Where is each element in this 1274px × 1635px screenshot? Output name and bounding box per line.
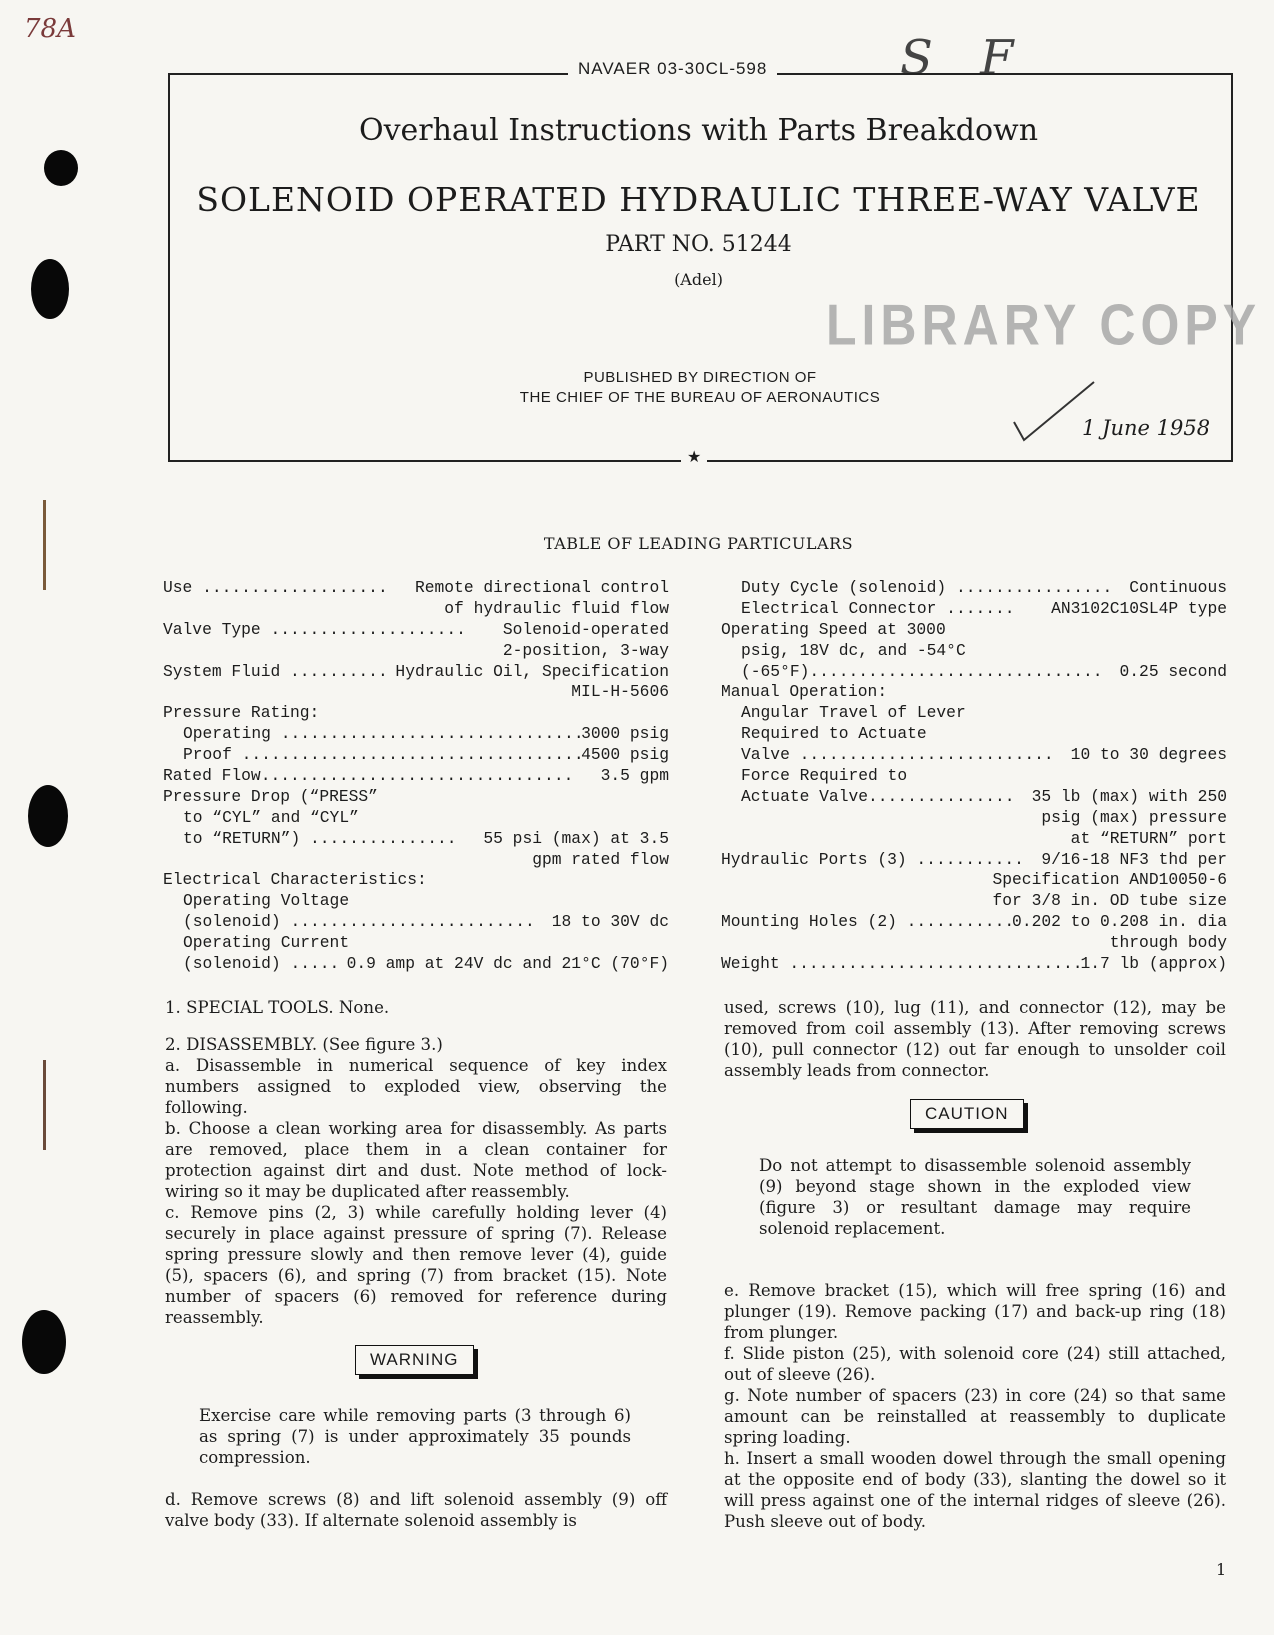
particular-value: at “RETURN” port (1070, 828, 1227, 848)
particulars-row (163, 682, 669, 703)
particulars-row (163, 891, 669, 912)
particulars-row (721, 954, 1227, 975)
library-copy-stamp: LIBRARY COPY (826, 292, 1262, 358)
particulars-row (163, 829, 669, 850)
particular-value: 3000 psig (581, 724, 669, 744)
section-special-tools: 1. SPECIAL TOOLS. None. (165, 998, 390, 1017)
page-title: Overhaul Instructions with Parts Breakdown (358, 113, 1039, 148)
particular-value: 55 psi (max) at 3.5 (483, 828, 669, 848)
particulars-row (163, 620, 669, 641)
particular-label: Operating ............................... (183, 724, 584, 744)
published-by-line2: THE CHIEF OF THE BUREAU OF AERONAUTICS (519, 389, 881, 406)
particulars-right-column (721, 578, 1227, 975)
particular-label: Operating Speed at 3000 (721, 619, 946, 639)
particulars-row (163, 850, 669, 871)
particular-label: (solenoid) ..... (183, 954, 340, 974)
particular-value: 3.5 gpm (600, 766, 669, 786)
particular-label: Use ................... (163, 578, 388, 597)
particulars-row (721, 662, 1227, 683)
particular-value: 2-position, 3-way (502, 640, 669, 660)
particular-value: Continuous (1129, 578, 1227, 597)
particular-value: 9/16-18 NF3 thd per (1041, 849, 1227, 869)
particular-label: Manual Operation: (721, 682, 888, 702)
particular-label: Pressure Rating: (163, 703, 320, 723)
warning-label: WARNING (355, 1345, 474, 1375)
particulars-row (721, 682, 1227, 703)
particulars-row (163, 912, 669, 933)
particulars-row (163, 578, 669, 599)
particulars-row (721, 933, 1227, 954)
margin-mark (43, 1060, 46, 1150)
handwritten-corner-note: 78A (24, 14, 76, 44)
caution-label: CAUTION (910, 1099, 1024, 1129)
particular-value: psig (max) pressure (1041, 807, 1227, 827)
section-disassembly-heading: 2. DISASSEMBLY. (See figure 3.) (165, 1035, 443, 1054)
particular-value: gpm rated flow (532, 849, 669, 869)
particulars-row (721, 787, 1227, 808)
particulars-row (163, 808, 669, 829)
particulars-row (163, 870, 669, 891)
particulars-row (721, 912, 1227, 933)
particulars-row (721, 829, 1227, 850)
manufacturer: (Adel) (674, 270, 723, 289)
star-ornament: ★ (681, 447, 707, 466)
binder-hole (31, 259, 69, 319)
particulars-row (721, 850, 1227, 871)
particular-value: 0.202 to 0.208 in. dia (1012, 912, 1227, 932)
particular-label: Electrical Characteristics: (163, 870, 427, 890)
step-f: f. Slide piston (25), with solenoid core (24) still attached, out of sleeve (26). (724, 1344, 1226, 1384)
particulars-row (163, 954, 669, 975)
particular-value: of hydraulic fluid flow (444, 598, 669, 618)
step-d-continued: used, screws (10), lug (11), and connector (12), may be removed from coil assembly (13). After removing screws (10), pull connector (12) out far enough to unsolder coil assembly leads from connector. (724, 998, 1226, 1080)
particulars-row (721, 766, 1227, 787)
particular-label: Mounting Holes (2) ........... (721, 912, 1015, 932)
document-number: NAVAER 03-30CL-598 (568, 59, 777, 79)
particular-label: (solenoid) ......................... (183, 912, 535, 932)
particular-label: Valve Type .................... (163, 619, 466, 639)
item-title: SOLENOID OPERATED HYDRAULIC THREE-WAY VALVE (196, 180, 1201, 219)
particular-label: Valve .......................... (741, 745, 1054, 765)
particular-label: Force Required to (741, 766, 908, 786)
particular-value: through body (1109, 933, 1227, 953)
margin-mark (43, 500, 46, 590)
particular-label: Pressure Drop (“PRESS” (163, 786, 378, 806)
particular-label: Hydraulic Ports (3) ........... (721, 849, 1024, 869)
particular-label: System Fluid .......... (163, 661, 388, 681)
particulars-row (721, 620, 1227, 641)
particular-label: to “RETURN”) ............... (183, 828, 457, 848)
step-b: b. Choose a clean working area for disassembly. As parts are removed, place them in a clean container for protection against dirt and dust. Note method of lock-wiring so it may be duplicated after reassembly. (165, 1119, 667, 1201)
warning-text: Exercise care while removing parts (3 through 6) as spring (7) is under approximately 35 pounds compression. (199, 1406, 631, 1467)
particular-label: Duty Cycle (solenoid) ................ (741, 578, 1113, 597)
particular-value: 0.9 amp at 24V dc and 21°C (70°F) (346, 954, 669, 974)
step-g: g. Note number of spacers (23) in core (24) so that same amount can be reinstalled at reassembly to duplicate spring loading. (724, 1386, 1226, 1447)
particular-value: 1.7 lb (approx) (1080, 954, 1227, 974)
particulars-row (721, 641, 1227, 662)
publication-date: 1 June 1958 (1082, 416, 1211, 440)
particular-value: Remote directional control (414, 578, 669, 597)
particular-value: 10 to 30 degrees (1070, 745, 1227, 765)
particular-label: Actuate Valve............... (741, 786, 1015, 806)
particular-label: Operating Voltage (183, 891, 350, 911)
particulars-row (721, 703, 1227, 724)
particulars-row (721, 578, 1227, 599)
particulars-left-column (163, 578, 669, 975)
particulars-row (163, 724, 669, 745)
particulars-row (163, 641, 669, 662)
particular-value: 35 lb (max) with 250 (1031, 786, 1227, 806)
particular-value: Solenoid-operated (502, 619, 669, 639)
caution-text: Do not attempt to disassemble solenoid assembly (9) beyond stage shown in the exploded view (figure 3) or resultant damage may require solenoid replacement. (759, 1156, 1191, 1238)
handwritten-initials: S F (900, 30, 1030, 86)
particular-label: Operating Current (183, 933, 350, 953)
particulars-row (721, 724, 1227, 745)
published-by-line1: PUBLISHED BY DIRECTION OF (583, 369, 817, 386)
particulars-row (163, 766, 669, 787)
binder-hole (22, 1310, 66, 1374)
step-e: e. Remove bracket (15), which will free spring (16) and plunger (19). Remove packing (17) and back-up ring (18) from plunger. (724, 1281, 1226, 1342)
step-d: d. Remove screws (8) and lift solenoid assembly (9) off valve body (33). If alternate solenoid assembly is (165, 1490, 667, 1530)
particulars-row (163, 703, 669, 724)
particulars-row (163, 662, 669, 683)
step-h: h. Insert a small wooden dowel through the small opening at the opposite end of body (33), slanting the dowel so it will press against one of the internal ridges of sleeve (26). Push sleeve out of body. (724, 1449, 1226, 1531)
particular-label: Proof ................................... (183, 745, 584, 765)
particulars-row (721, 745, 1227, 766)
particulars-row (721, 599, 1227, 620)
particular-label: to “CYL” and “CYL” (183, 807, 359, 827)
particular-label: Electrical Connector ....... (741, 598, 1015, 618)
particular-value: AN3102C10SL4P type (1051, 598, 1227, 618)
particulars-row (721, 891, 1227, 912)
particular-label: (-65°F).............................. (741, 661, 1103, 681)
particular-value: Specification AND10050-6 (992, 870, 1227, 890)
particular-label: Weight .............................. (721, 954, 1083, 974)
particulars-row (721, 870, 1227, 891)
binder-hole (44, 150, 78, 186)
part-number: PART NO. 51244 (605, 232, 792, 257)
check-mark (1010, 378, 1100, 448)
particulars-row (163, 933, 669, 954)
particulars-row (163, 745, 669, 766)
particulars-row (163, 599, 669, 620)
particulars-row (163, 787, 669, 808)
particular-value: 18 to 30V dc (551, 912, 669, 932)
step-a: a. Disassemble in numerical sequence of key index numbers assigned to exploded view, observing the following. (165, 1056, 667, 1117)
particular-label: psig, 18V dc, and -54°C (741, 640, 966, 660)
particulars-title: TABLE OF LEADING PARTICULARS (543, 534, 854, 553)
particulars-row (721, 808, 1227, 829)
particular-value: for 3/8 in. OD tube size (992, 891, 1227, 911)
particular-value: MIL-H-5606 (571, 682, 669, 702)
particular-value: 0.25 second (1119, 661, 1227, 681)
particular-label: Rated Flow................................ (163, 766, 574, 786)
page-number: 1 (1216, 1560, 1227, 1579)
particular-value: Hydraulic Oil, Specification (395, 661, 669, 681)
particular-label: Required to Actuate (741, 724, 927, 744)
particular-label: Angular Travel of Lever (741, 703, 966, 723)
particular-value: 4500 psig (581, 745, 669, 765)
binder-hole (28, 785, 68, 847)
step-c: c. Remove pins (2, 3) while carefully holding lever (4) securely in place against pressure of spring (7). Release spring pressure slowly and then remove lever (4), guide (5), spacers (6), and spring (7) from bracket (15). Note number of spacers (6) removed for reference during reassembly. (165, 1203, 667, 1327)
